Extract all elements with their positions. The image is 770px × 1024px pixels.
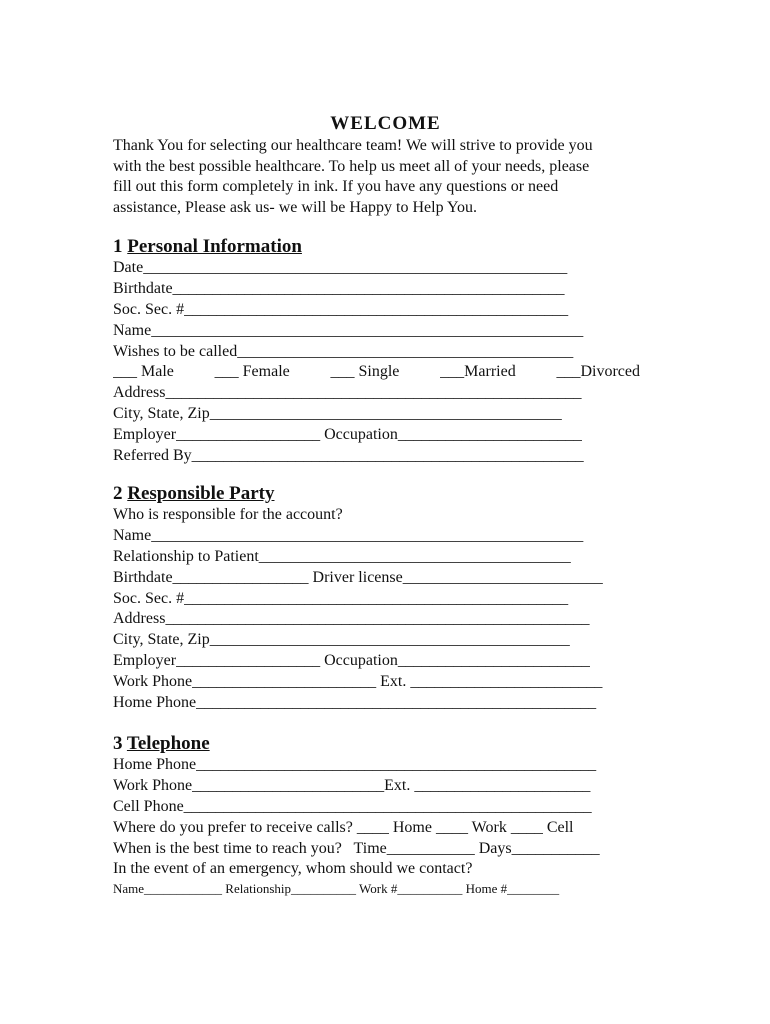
male-option[interactable]: ___ Male bbox=[113, 363, 174, 381]
section-title: Responsible Party bbox=[127, 483, 275, 505]
gender-status-row bbox=[113, 362, 658, 383]
rp-name-field[interactable]: Name______________________________________________________ bbox=[113, 527, 584, 545]
rp-driver-license-field[interactable]: Driver license_________________________ bbox=[312, 568, 603, 586]
tel-home-phone-field[interactable]: Home Phone__________________________________________________ bbox=[113, 756, 597, 774]
section-number: 1 bbox=[113, 236, 123, 258]
section-heading-telephone bbox=[113, 733, 658, 755]
rp-work-phone-row bbox=[113, 672, 658, 693]
rp-address-field[interactable]: Address_____________________________________________________ bbox=[113, 610, 590, 628]
intro-line: with the best possible healthcare. To help us meet all of your needs, please bbox=[113, 157, 590, 175]
rp-birthdate-field[interactable]: Birthdate_________________ bbox=[113, 568, 309, 586]
rp-ext-field[interactable]: Ext. ________________________ bbox=[380, 672, 603, 690]
emergency-question: In the event of an emergency, whom should we contact? bbox=[113, 860, 473, 878]
rp-city-state-zip-field[interactable]: City, State, Zip_____________________________________________ bbox=[113, 631, 570, 649]
city-state-zip-field[interactable]: City, State, Zip____________________________________________ bbox=[113, 404, 562, 422]
section-title: Personal Information bbox=[127, 236, 302, 258]
intro-line: Thank You for selecting our healthcare team! We will strive to provide you bbox=[113, 137, 593, 154]
section-number: 3 bbox=[113, 733, 123, 755]
rp-employer-field[interactable]: Employer__________________ bbox=[113, 651, 321, 669]
section-title: Telephone bbox=[126, 733, 210, 755]
referred-by-field[interactable]: Referred By_________________________________________________ bbox=[113, 446, 584, 464]
single-option[interactable]: ___ Single bbox=[330, 363, 400, 381]
best-time-question: When is the best time to reach you? bbox=[113, 839, 342, 857]
rp-occupation-field[interactable]: Occupation________________________ bbox=[324, 651, 590, 669]
rp-relationship-field[interactable]: Relationship to Patient_______________________________________ bbox=[113, 547, 571, 565]
soc-sec-field[interactable]: Soc. Sec. #________________________________________________ bbox=[113, 300, 569, 318]
address-field[interactable]: Address____________________________________________________ bbox=[113, 384, 582, 402]
occupation-field[interactable]: Occupation_______________________ bbox=[324, 425, 582, 443]
female-option[interactable]: ___ Female bbox=[214, 363, 290, 381]
page-title: WELCOME bbox=[330, 113, 441, 134]
prefer-calls-field[interactable]: Where do you prefer to receive calls? ____ Home ____ Work ____ Cell bbox=[113, 818, 574, 836]
intro-line: assistance, Please ask us- we will be Happy to Help You. bbox=[113, 198, 477, 216]
days-field[interactable]: Days___________ bbox=[478, 839, 600, 857]
intro-paragraph bbox=[113, 136, 658, 218]
em-relationship-field[interactable]: Relationship__________ bbox=[225, 881, 357, 897]
section-heading-personal bbox=[113, 236, 658, 258]
name-field[interactable]: Name______________________________________________________ bbox=[113, 321, 584, 339]
date-field[interactable]: Date_____________________________________________________ bbox=[113, 259, 568, 277]
intake-form bbox=[113, 112, 658, 898]
emergency-contact-row bbox=[113, 880, 658, 898]
wishes-to-be-called-field[interactable]: Wishes to be called__________________________________________ bbox=[113, 342, 574, 360]
divorced-option[interactable]: ___Divorced bbox=[556, 363, 640, 381]
responsible-question: Who is responsible for the account? bbox=[113, 506, 343, 524]
em-work-field[interactable]: Work #__________ bbox=[359, 881, 463, 897]
rp-employer-occupation-row bbox=[113, 651, 658, 672]
section-number: 2 bbox=[113, 483, 123, 505]
birthdate-field[interactable]: Birthdate_________________________________________________ bbox=[113, 280, 565, 298]
employer-field[interactable]: Employer__________________ bbox=[113, 425, 321, 443]
rp-work-phone-field[interactable]: Work Phone_______________________ bbox=[113, 672, 377, 690]
tel-cell-phone-field[interactable]: Cell Phone___________________________________________________ bbox=[113, 797, 592, 815]
section-heading-responsible bbox=[113, 483, 658, 505]
em-name-field[interactable]: Name____________ bbox=[113, 881, 223, 897]
rp-soc-sec-field[interactable]: Soc. Sec. #________________________________________________ bbox=[113, 589, 569, 607]
best-time-row bbox=[113, 839, 658, 860]
rp-birthdate-license-row bbox=[113, 568, 658, 589]
married-option[interactable]: ___Married bbox=[440, 363, 516, 381]
em-home-field[interactable]: Home #________ bbox=[465, 881, 560, 897]
intro-line: fill out this form completely in ink. If you have any questions or need bbox=[113, 178, 559, 196]
tel-work-phone-field[interactable]: Work Phone________________________Ext. ______________________ bbox=[113, 777, 591, 795]
employer-occupation-row bbox=[113, 425, 658, 446]
time-field[interactable]: Time___________ bbox=[353, 839, 475, 857]
rp-home-phone-field[interactable]: Home Phone__________________________________________________ bbox=[113, 693, 597, 711]
